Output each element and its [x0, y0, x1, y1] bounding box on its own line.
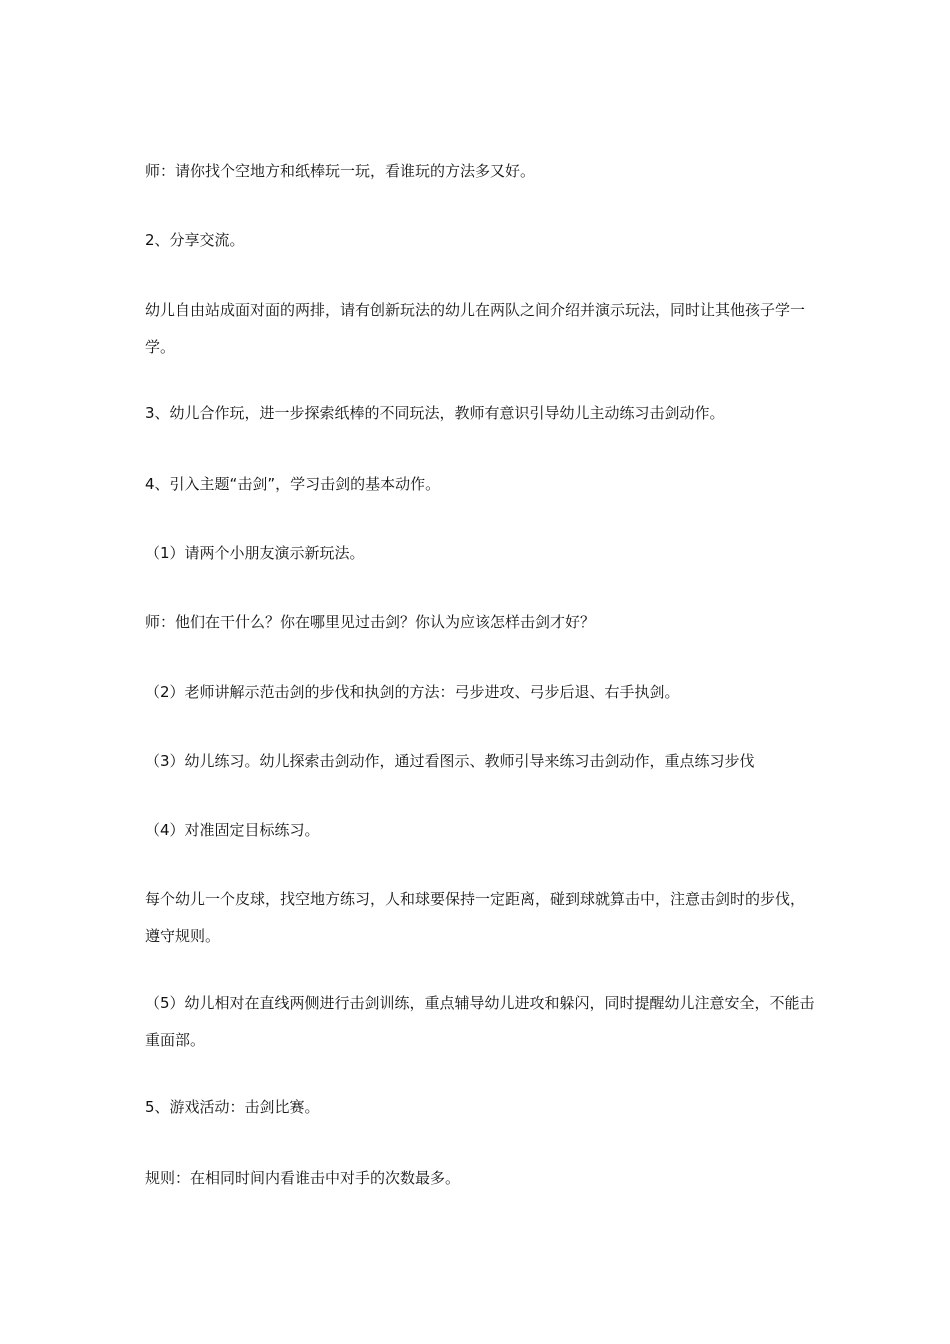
substep-3: （3）幼儿练习。幼儿探索击剑动作，通过看图示、教师引导来练习击剑动作，重点练习步伐 [145, 752, 755, 770]
substep-1: （1）请两个小朋友演示新玩法。 [145, 544, 365, 562]
paragraph-teacher-question: 师：他们在干什么？你在哪里见过击剑？你认为应该怎样击剑才好？ [145, 613, 596, 631]
substep-5: （5）幼儿相对在直线两侧进行击剑训练，重点辅导幼儿进攻和躲闪，同时提醒幼儿注意安全，不能击重面部。 [145, 994, 815, 1049]
paragraph-share-exchange: 幼儿自由站成面对面的两排，请有创新玩法的幼儿在两队之间介绍并演示玩法，同时让其他孩子学一学。 [145, 301, 806, 356]
substep-2: （2）老师讲解示范击剑的步伐和执剑的方法：弓步进攻、弓步后退、右手执剑。 [145, 683, 680, 701]
heading-step-3: 3、幼儿合作玩，进一步探索纸棒的不同玩法，教师有意识引导幼儿主动练习击剑动作。 [145, 404, 725, 422]
substep-4: （4）对准固定目标练习。 [145, 821, 320, 839]
heading-step-5: 5、游戏活动：击剑比赛。 [145, 1098, 320, 1116]
heading-step-2: 2、分享交流。 [145, 231, 245, 249]
paragraph-teacher-instruction: 师：请你找个空地方和纸棒玩一玩，看谁玩的方法多又好。 [145, 162, 536, 180]
paragraph-ball-practice: 每个幼儿一个皮球，找空地方练习，人和球要保持一定距离，碰到球就算击中，注意击剑时的步伐，遵守规则。 [145, 890, 806, 945]
paragraph-rules: 规则：在相同时间内看谁击中对手的次数最多。 [145, 1169, 461, 1187]
heading-step-4: 4、引入主题“击剑”，学习击剑的基本动作。 [145, 475, 441, 493]
